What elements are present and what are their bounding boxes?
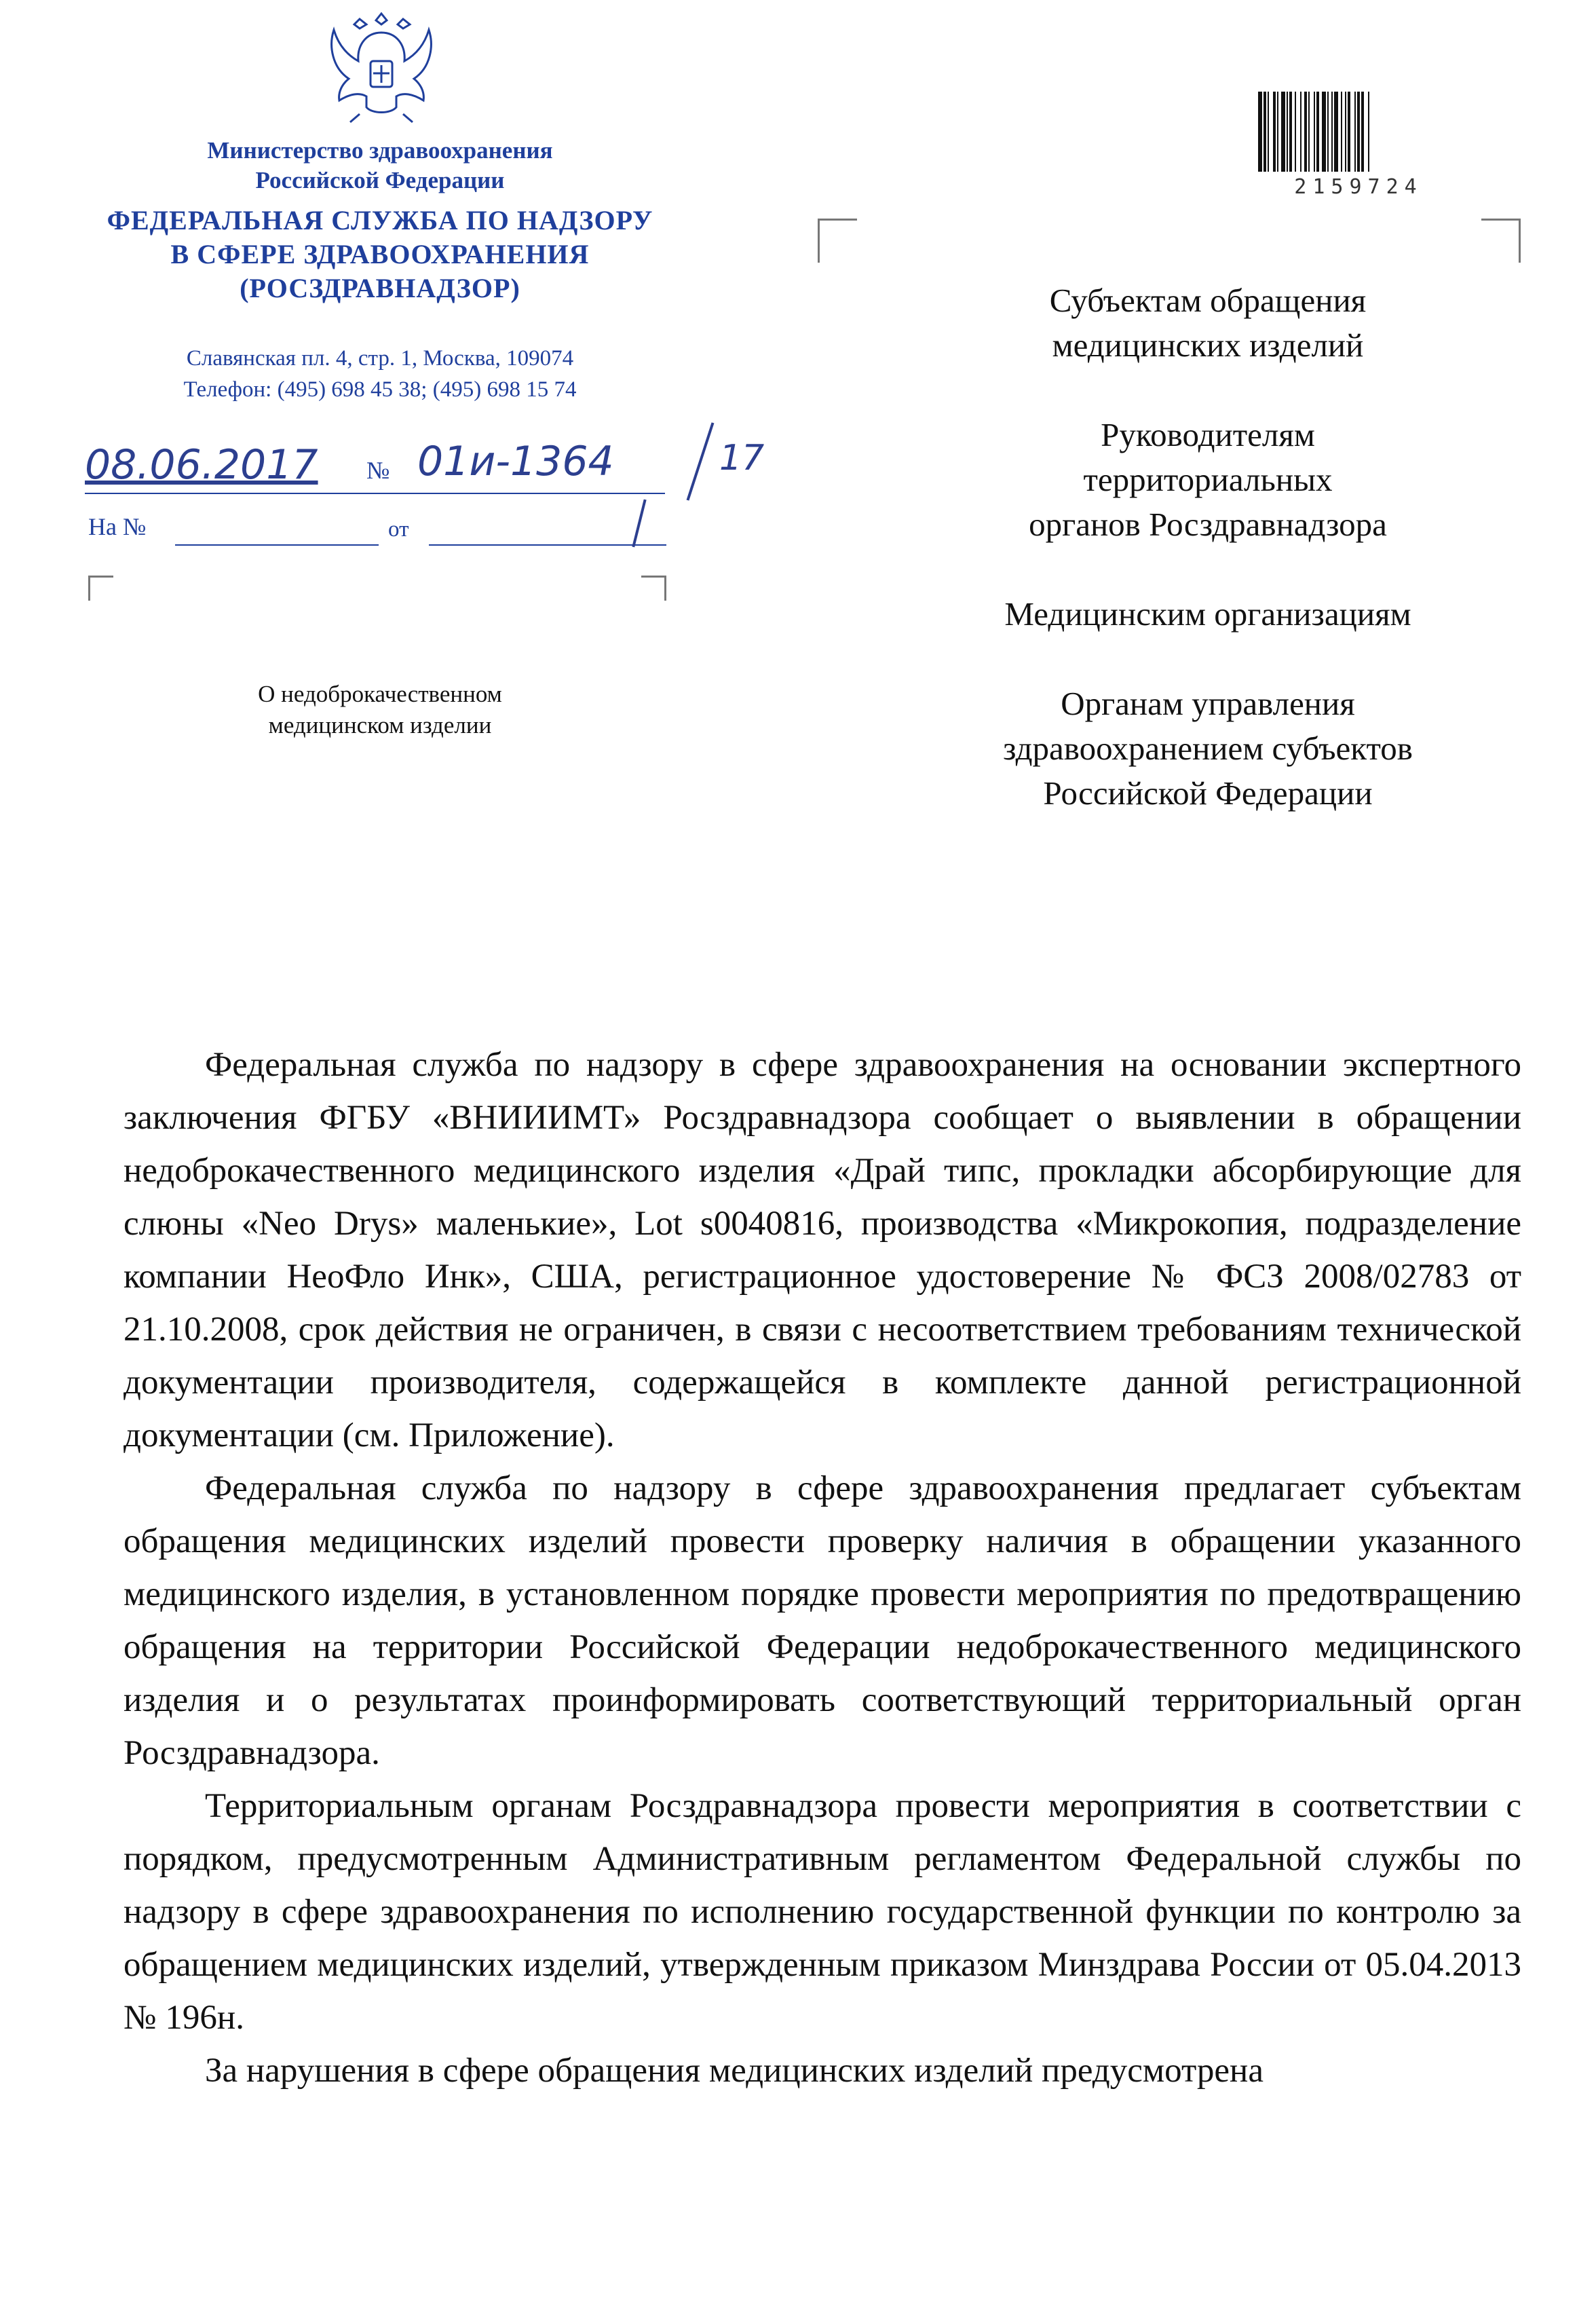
reference-from-label: от <box>388 517 409 542</box>
registration-year: 17 <box>719 438 765 478</box>
service-line: В СФЕРЕ ЗДРАВООХРАНЕНИЯ <box>170 239 590 269</box>
addressee-line: органов Росздравнадзора <box>1029 506 1387 543</box>
subject-line: медицинском изделии <box>268 712 492 738</box>
body-paragraph: Федеральная служба по надзору в сфере здравоохранения предлагает субъектам обращения медицинских изделий провести проверку наличия в обращении указанного медицинского изделия, в установленном порядке провести мероприятия по предотвращению обращения на территории Российской Федерации недоброкачественного медицинского изделия и о результатах проинформировать соответствующий территориальный орган Росздравнадзора. <box>124 1469 1521 1772</box>
addressee <box>886 681 1530 816</box>
address-line: Славянская пл. 4, стр. 1, Москва, 109074 <box>186 346 574 371</box>
address-block <box>95 343 665 405</box>
corner-bracket <box>1481 219 1521 263</box>
letter-subject <box>183 679 577 741</box>
addressee-line: Субъектам обращения <box>1049 282 1367 319</box>
registration-number: 01и-1364 <box>417 438 614 485</box>
addressee-line: медицинских изделий <box>1052 326 1364 364</box>
barcode-icon <box>1257 92 1462 172</box>
body-paragraph: Территориальным органам Росздравнадзора провести мероприятия в соответствии с порядком, предусмотренным Административным регламентом Федеральной службы по надзору в сфере здравоохранения по исполнению государственной функции по контролю за обращением медицинских изделий, утвержденным приказом Минздрава России от 05.04.2013 № 196н. <box>124 1787 1521 2037</box>
addressee <box>886 278 1530 368</box>
subject-line: О недоброкачественном <box>258 681 502 707</box>
reference-date-line <box>429 544 666 546</box>
service-line: (РОСЗДРАВНАДЗОР) <box>240 273 520 303</box>
addressee <box>886 413 1530 547</box>
addressee-line: здравоохранением субъектов <box>1003 730 1413 767</box>
ministry-line: Министерство здравоохранения <box>207 137 553 164</box>
number-sign: № <box>366 457 390 484</box>
addressee-list <box>886 278 1530 861</box>
ministry-line: Российской Федерации <box>255 167 505 193</box>
addressee-line: Органам управления <box>1061 685 1355 722</box>
body-paragraph: Федеральная служба по надзору в сфере здравоохранения на основании экспертного заключения ФГБУ «ВНИИИМТ» Росздравнадзора сообщает о выявлении в обращении недоброкачественного медицинского изделия «Драй типс, прокладки абсорбирующие для слюны «Neo Drys» маленькие», Lot s0040816, производства «Микрокопия, подразделение компании НеоФло Инк», США, регистрационное удостоверение № ФСЗ 2008/02783 от 21.10.2008, срок действия не ограничен, в связи с несоответствием требованиям технической документации производителя, содержащейся в комплекте данной регистрационной документации (см. Приложение). <box>124 1046 1521 1454</box>
addressee-line: Российской Федерации <box>1043 774 1373 812</box>
reference-number-line <box>175 544 379 546</box>
registration-date: 08.06.2017 <box>85 441 318 489</box>
body-paragraph: За нарушения в сфере обращения медицинских изделий предусмотрена <box>205 2052 1264 2090</box>
service-name <box>68 204 692 305</box>
addressee-line: Руководителям <box>1101 416 1315 453</box>
registration-underline <box>85 493 665 494</box>
corner-bracket <box>818 219 857 263</box>
addressee-line: территориальных <box>1083 461 1333 498</box>
address-line: Телефон: (495) 698 45 38; (495) 698 15 74 <box>183 377 577 402</box>
addressee <box>886 592 1530 637</box>
reference-label: На № <box>88 513 147 540</box>
handwritten-slash <box>632 500 646 548</box>
service-line: ФЕДЕРАЛЬНАЯ СЛУЖБА ПО НАДЗОРУ <box>107 205 653 236</box>
barcode-number: 2159724 <box>1294 175 1423 199</box>
ministry-name <box>109 136 651 195</box>
handwritten-slash <box>687 422 715 500</box>
russian-coat-of-arms-emblem-icon <box>319 5 444 125</box>
corner-bracket <box>641 576 666 601</box>
addressee-line: Медицинским организациям <box>1004 595 1411 633</box>
letter-body <box>124 1038 1521 2097</box>
corner-bracket <box>88 576 113 601</box>
